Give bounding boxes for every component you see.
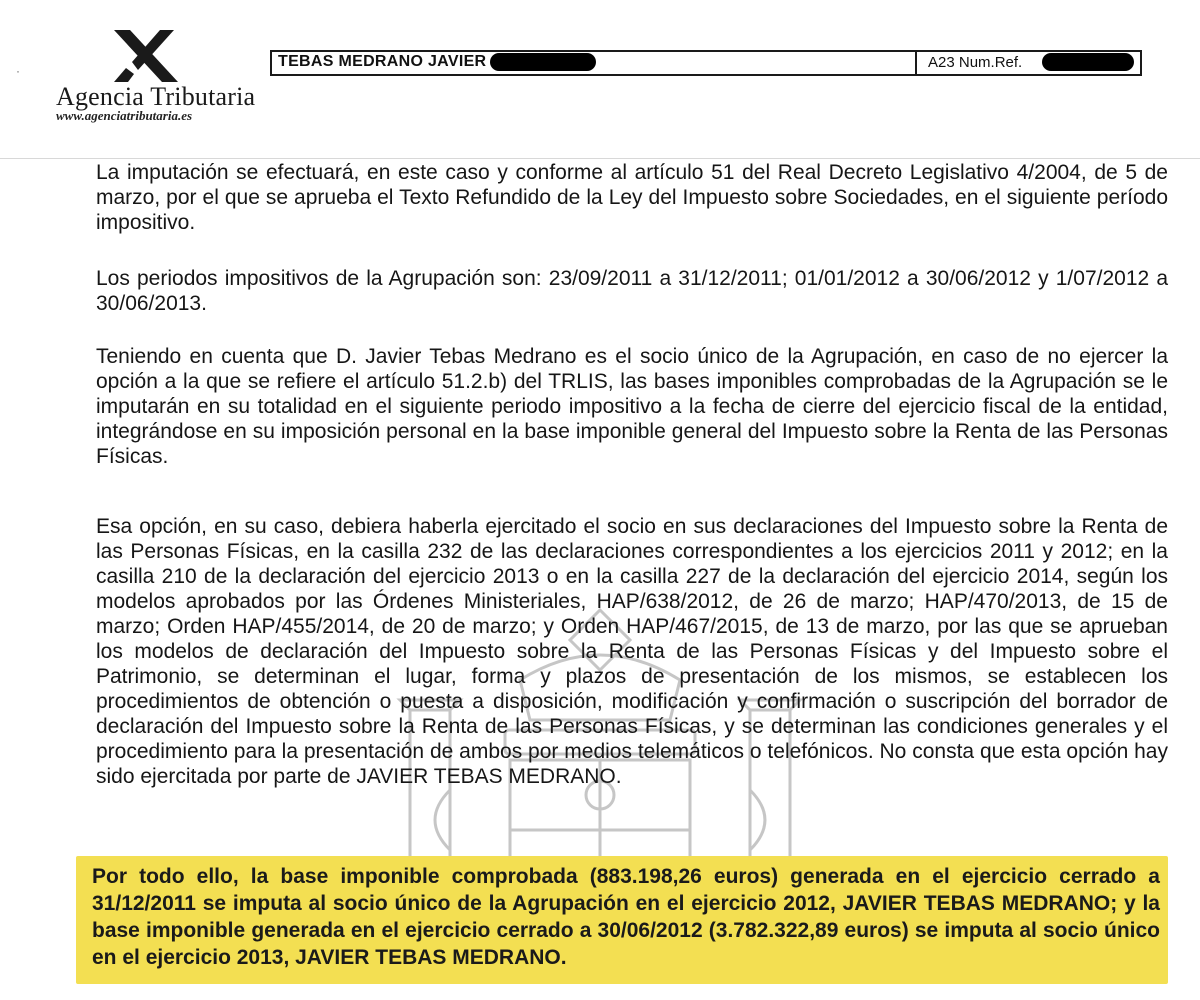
paragraph-imputation-rule: La imputación se efectuará, en este caso y conforme al artículo 51 del Real Decreto Legislativo 4/2004, de 5 de marzo, por el que se aprueba el Texto Refundido de la Ley del Impuesto sobre Sociedades, en el siguiente período impositivo.	[96, 161, 1168, 234]
taxpayer-name: TEBAS MEDRANO JAVIER	[278, 53, 487, 70]
agency-name: Agencia Tributaria	[56, 82, 256, 111]
reference-label: A23 Num.Ref.	[928, 54, 1023, 71]
paragraph-sole-partner: Teniendo en cuenta que D. Javier Tebas Medrano es el socio único de la Agrupación, en caso de no ejercer la opción a la que se refiere el artículo 51.2.b) del TRLIS, las bases imponibles comprobadas de la Agrupación se le imputarán en su totalidad en el siguiente periodo impositivo a la fecha de cierre del ejercicio fiscal de la entidad, integrándose en su imposición personal en la base imponible general del Impuesto sobre la Renta de las Personas Físicas.	[96, 345, 1168, 468]
reference-divider	[915, 52, 917, 74]
paragraph-tax-periods: Los periodos impositivos de la Agrupación son: 23/09/2011 a 31/12/2011; 01/01/2012 a 30/06/2012 y 1/07/2012 a 30/06/2013.	[96, 267, 1168, 315]
scan-artifact: ·	[16, 64, 20, 78]
paragraph-conclusion: Por todo ello, la base imponible comprobada (883.198,26 euros) generada en el ejercicio cerrado a 31/12/2011 se imputa al socio único de la Agrupación en el ejercicio 2012, JAVIER TEBAS MEDRANO; y la base imponible generada en el ejercicio cerrado a 30/06/2012 (3.782.322,89 euros) se imputa al socio único en el ejercicio 2013, JAVIER TEBAS MEDRANO.	[92, 865, 1160, 969]
agencia-tributaria-logo-icon	[108, 30, 184, 82]
header-divider	[0, 158, 1200, 159]
redaction-bar-name	[490, 53, 596, 71]
taxpayer-reference-box	[270, 50, 1142, 76]
agency-url: www.agenciatributaria.es	[56, 108, 193, 123]
paragraph-option-exercise: Esa opción, en su caso, debiera haberla ejercitado el socio en sus declaraciones del Impuesto sobre la Renta de las Personas Físicas, en la casilla 232 de las declaraciones correspondientes a los ejercicios 2011 y 2012; en la casilla 210 de la declaración del ejercicio 2013 o en la casilla 227 de la declaración del ejercicio 2014, según los modelos aprobados por las Órdenes Ministeriales, HAP/638/2012, de 26 de marzo; HAP/470/2013, de 15 de marzo; Orden HAP/455/2014, de 20 de marzo; y Orden HAP/467/2015, de 13 de marzo, por las que se aprueban los modelos de declaración del Impuesto sobre la Renta de las Personas Físicas y del Impuesto sobre el Patrimonio, se determinan el lugar, forma y plazos de presentación de los mismos, se establecen los procedimientos de obtención o puesta a disposición, modificación y confirmación o suscripción del borrador de declaración del Impuesto sobre la Renta de las Personas Físicas, y se determinan las condiciones generales y el procedimiento para la presentación de ambos por medios telemáticos o telefónicos. No consta que esta opción hay sido ejercitada por parte de JAVIER TEBAS MEDRANO.	[96, 515, 1168, 788]
redaction-bar-reference	[1042, 53, 1134, 71]
